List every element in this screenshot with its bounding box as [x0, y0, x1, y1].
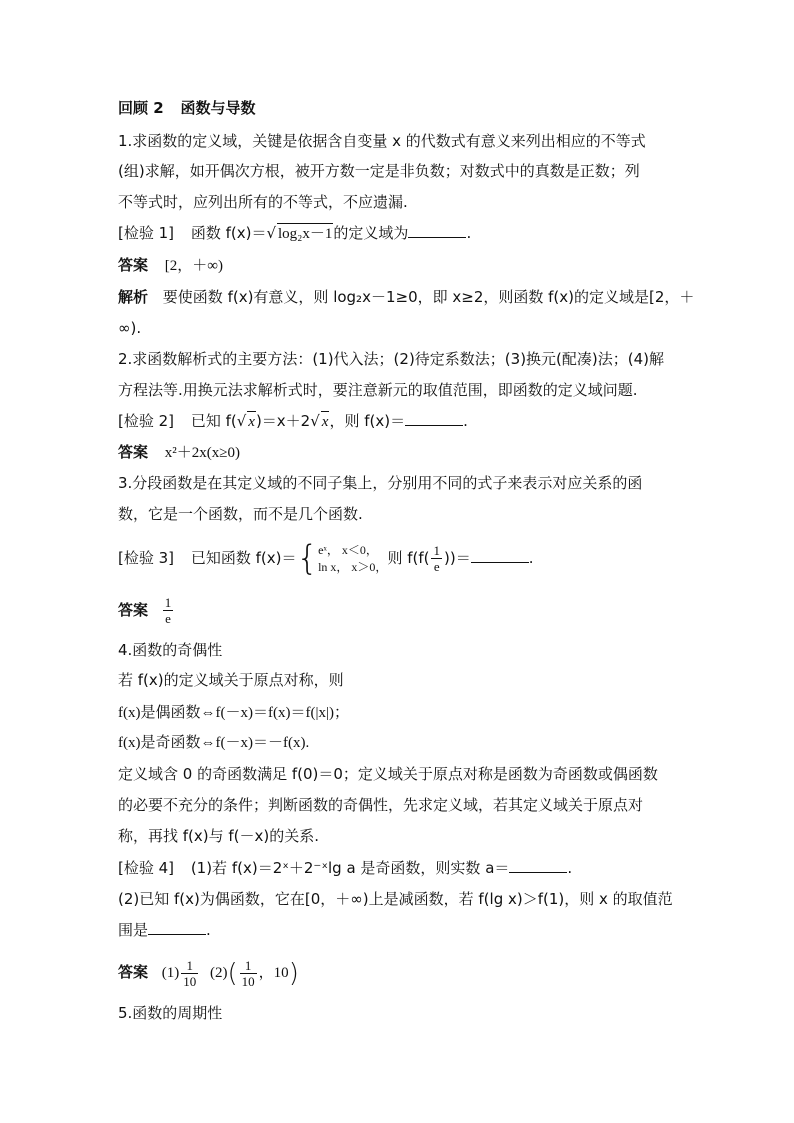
- check-3-blank: [471, 548, 529, 563]
- check-4-q2-line-1: (2)已知 f(x)为偶函数，它在[0，＋∞)上是减函数，若 f(lg x)＞f(1)，则 x 的取值范: [118, 890, 673, 908]
- case-1: eˣ， x＜0，: [318, 542, 378, 557]
- paragraph-4-line-5: 的必要不充分的条件；判断函数的奇偶性，先求定义域，若其定义域关于原点对: [118, 796, 644, 814]
- answer-3: [118, 592, 175, 628]
- answer-4: [118, 952, 299, 992]
- answer-4-fraction-2: [240, 958, 257, 989]
- answer-4-f1-den: 10: [183, 974, 197, 990]
- answer-4-f2-den: 10: [241, 974, 255, 990]
- section-title: 函数与导数: [180, 99, 256, 117]
- check-3-end: .: [528, 549, 534, 567]
- answer-3-frac-num: 1: [164, 595, 172, 610]
- check-3-frac-den: e: [433, 559, 440, 574]
- right-paren-icon: ): [288, 958, 299, 989]
- answer-3-fraction: [163, 595, 174, 626]
- check-2-pre: 已知 f(: [190, 412, 237, 430]
- paragraph-3-line-1: 3.分段函数是在其定义域的不同子集上，分别用不同的式子来表示对应关系的函: [118, 474, 643, 492]
- check-1-end: .: [466, 224, 472, 242]
- answer-4-part-2: (2): [210, 965, 228, 981]
- section-label: 回顾 2: [118, 99, 164, 117]
- check-1-radicand: log₂x－1: [277, 223, 333, 244]
- check-4-q2-end: .: [206, 921, 211, 939]
- brace-icon: {: [296, 538, 319, 579]
- check-4-q2-blank: [148, 920, 206, 935]
- check-1-label: [检验 1]: [118, 224, 175, 242]
- check-3: [118, 538, 533, 578]
- paragraph-2-line-1: 2.求函数解析式的主要方法：(1)代入法；(2)待定系数法；(3)换元(配凑)法；(4)解: [118, 350, 665, 368]
- section-header: [118, 98, 255, 118]
- check-4-label: [检验 4]: [118, 859, 175, 877]
- check-2-radicand-2: x: [321, 411, 330, 432]
- check-3-pre: 已知函数 f(x)＝: [190, 549, 297, 567]
- paragraph-5-title: 5.函数的周期性: [118, 1004, 223, 1022]
- check-4-q1: [118, 858, 572, 878]
- check-3-post: ))＝: [443, 549, 471, 567]
- answer-4-fraction-1: [181, 958, 198, 989]
- answer-4-tail: ，10: [258, 965, 289, 981]
- check-2-blank: [405, 411, 463, 426]
- answer-3-label: 答案: [118, 601, 149, 619]
- answer-1-value: [2，＋∞): [164, 258, 223, 274]
- answer-2-label: 答案: [118, 443, 149, 461]
- analysis-1-text: 要使函数 f(x)有意义，则 log₂x－1≥0，即 x≥2，则函数 f(x)的定义域是[2，＋: [162, 288, 695, 306]
- paragraph-4-line-4: 定义域含 0 的奇函数满足 f(0)＝0；定义域关于原点对称是函数为奇函数或偶函数: [118, 765, 658, 783]
- paragraph-4-title: 4.函数的奇偶性: [118, 641, 223, 659]
- check-4-q1-end: .: [567, 859, 573, 877]
- paragraph-2-line-2: 方程法等.用换元法求解析式时，要注意新元的取值范围，即函数的定义域问题.: [118, 381, 638, 399]
- paragraph-3-line-2: 数，它是一个函数，而不是几个函数.: [118, 505, 363, 523]
- check-2-end: .: [463, 412, 468, 430]
- check-2-mid: )＝x＋2: [255, 412, 311, 430]
- answer-4-part-1: (1): [161, 965, 180, 981]
- left-paren-icon: (: [227, 958, 238, 989]
- check-3-label: [检验 3]: [118, 549, 175, 567]
- check-2-radicand-1: x: [247, 411, 256, 432]
- answer-2-value: x²＋2x(x≥0): [164, 445, 241, 461]
- check-2-post: ，则 f(x)＝: [329, 412, 406, 430]
- paragraph-1-line-3: 不等式时，应列出所有的不等式，不应遗漏.: [118, 193, 408, 211]
- check-4-q2-text: 围是: [118, 921, 149, 939]
- paragraph-1-line-2: (组)求解，如开偶次方根，被开方数一定是非负数；对数式中的真数是正数；列: [118, 162, 640, 180]
- check-1-pre: 函数 f(x)＝: [190, 224, 267, 242]
- check-3-fraction: [431, 543, 442, 574]
- analysis-1-line-1: [118, 287, 694, 307]
- answer-1: [118, 255, 223, 276]
- check-4-q1-text: (1)若 f(x)＝2ˣ＋2⁻ˣlg a 是奇函数，则实数 a＝: [190, 859, 510, 877]
- case-2: ln x， x＞0，: [318, 559, 388, 574]
- analysis-1-line-2: ∞).: [118, 319, 142, 337]
- check-3-frac-num: 1: [433, 543, 440, 558]
- check-4-q2-line-2: [118, 920, 211, 940]
- check-3-mid: 则 f(f(: [387, 549, 430, 567]
- paragraph-4-line-1: 若 f(x)的定义域关于原点对称，则: [118, 671, 344, 689]
- analysis-1-label: 解析: [118, 288, 149, 306]
- answer-4-label: 答案: [118, 963, 149, 981]
- paragraph-4-line-3: f(x)是奇函数⇔f(－x)＝－f(x).: [118, 735, 310, 751]
- paragraph-4-line-2: f(x)是偶函数⇔f(－x)＝f(x)＝f(|x|)；: [118, 705, 349, 721]
- answer-2: [118, 442, 240, 463]
- check-1: [检验 1] 函数 f(x)＝√ log₂x－1的定义域为 .: [118, 224, 472, 242]
- answer-4-f1-num: 1: [181, 958, 198, 974]
- piecewise-cases: [318, 542, 387, 576]
- paragraph-1-line-1: 1.求函数的定义域，关键是依据含自变量 x 的代数式有意义来列出相应的不等式: [118, 132, 646, 150]
- answer-3-frac-den: e: [165, 611, 171, 626]
- check-4-q1-blank: [509, 858, 567, 873]
- check-2-label: [检验 2]: [118, 412, 175, 430]
- check-2: [检验 2] 已知 f(√ x)＝x＋2√ x，则 f(x)＝ .: [118, 412, 468, 430]
- check-1-blank: [408, 223, 466, 238]
- answer-4-f2-num: 1: [240, 958, 257, 974]
- check-1-post: 的定义域为: [333, 224, 409, 242]
- answer-1-label: 答案: [118, 256, 149, 274]
- paragraph-4-line-6: 称，再找 f(x)与 f(－x)的关系.: [118, 827, 320, 845]
